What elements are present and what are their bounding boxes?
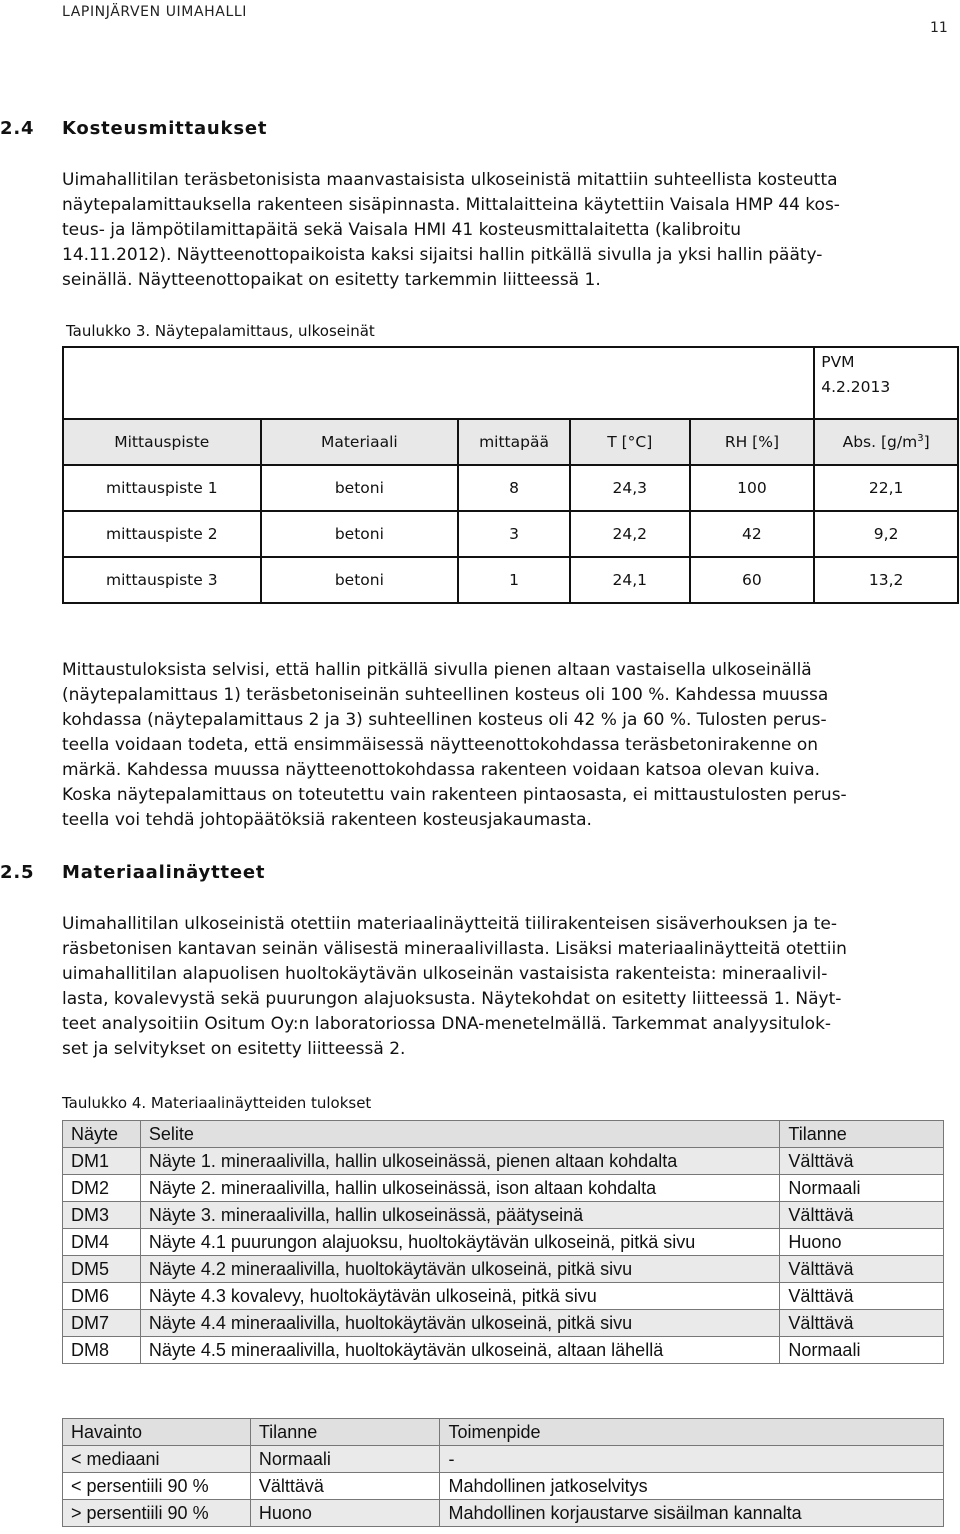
table-row (63, 1175, 944, 1202)
table-row (63, 347, 958, 419)
section-title: Materiaalinäytteet (62, 862, 266, 883)
table-cell: 13,2 (814, 557, 958, 603)
text-line: set ja selvitykset on esitetty liitteessä 2. (62, 1039, 406, 1059)
table-cell: Näyte 4.4 mineraalivilla, huoltokäytävän ulkoseinä, pitkä sivu (140, 1310, 780, 1337)
table-cell: Näyte 4.2 mineraalivilla, huoltokäytävän ulkoseinä, pitkä sivu (140, 1256, 780, 1283)
column-header: T [°C] (570, 419, 690, 465)
text-line: teus- ja lämpötilamittapäitä sekä Vaisala HMI 41 kosteusmittalaitetta (kalibroitu (62, 220, 742, 240)
table-cell: Välttävä (780, 1310, 944, 1337)
table-cell: betoni (261, 557, 459, 603)
table-row (63, 1256, 944, 1283)
table-row (63, 1446, 944, 1473)
table-cell: betoni (261, 465, 459, 511)
table-row (63, 1283, 944, 1310)
table-cell: 24,1 (570, 557, 690, 603)
table-cell: 3 (458, 511, 570, 557)
text-line: näytepalamittauksella rakenteen sisäpinnasta. Mittalaitteina käytettiin Vaisala HMP 44 kos- (62, 195, 840, 215)
table-cell: Välttävä (780, 1202, 944, 1229)
text-line: teella voidaan todeta, että ensimmäisessä näytteenottokohdassa teräsbetonirakenne on (62, 735, 819, 755)
table4-caption: Taulukko 4. Materiaalinäytteiden tulokset (62, 1094, 372, 1112)
table-cell: > persentiili 90 % (63, 1500, 251, 1527)
text-line: kohdassa (näytepalamittaus 2 ja 3) suhteellinen kosteus oli 42 % ja 60 %. Tulosten perus- (62, 710, 827, 730)
column-header: Selite (140, 1121, 780, 1148)
table-row (63, 1229, 944, 1256)
table-cell: DM2 (63, 1175, 141, 1202)
pvm-label: PVM (821, 353, 855, 371)
table-cell: DM1 (63, 1148, 141, 1175)
bracket: ] (923, 433, 930, 452)
table-row (63, 1473, 944, 1500)
table-cell: < mediaani (63, 1446, 251, 1473)
text-line: Uimahallitilan teräsbetonisista maanvastaisista ulkoseinistä mitattiin suhteellista kosteutta (62, 170, 838, 190)
table-cell: DM8 (63, 1337, 141, 1364)
table-row (63, 1310, 944, 1337)
table-cell: 60 (690, 557, 815, 603)
table-row (63, 465, 958, 511)
column-header: Havainto (63, 1419, 251, 1446)
paragraph-results (62, 658, 942, 833)
column-header: Materiaali (261, 419, 459, 465)
table-cell: Näyte 1. mineraalivilla, hallin ulkoseinässä, pienen altaan kohdalta (140, 1148, 780, 1175)
table-cell: 9,2 (814, 511, 958, 557)
table-legend (62, 1418, 944, 1527)
column-header: Näyte (63, 1121, 141, 1148)
text-line: Mittaustuloksista selvisi, että hallin pitkällä sivulla pienen altaan vastaisella ulkoseinällä (62, 660, 812, 680)
text-line: lasta, kovalevystä sekä puurungon alajuoksusta. Näytekohdat on esitetty liitteessä 1. Näyt- (62, 989, 842, 1009)
table-cell: mittauspiste 1 (63, 465, 261, 511)
column-header: Tilanne (780, 1121, 944, 1148)
text-line: teet analysoitiin Ositum Oy:n laboratoriossa DNA-menetelmällä. Tarkemmat analyysitulok- (62, 1014, 832, 1034)
page-number: 11 (930, 20, 948, 36)
page-header-title: LAPINJÄRVEN UIMAHALLI (62, 4, 247, 20)
text-line: 14.11.2012). Näytteenottopaikoista kaksi sijaitsi hallin pitkällä sivulla ja yksi hallin pääty- (62, 245, 823, 265)
text-line: Koska näytepalamittaus on toteutettu vain rakenteen pintaosasta, ei mittaustulosten perus- (62, 785, 847, 805)
table-cell: 8 (458, 465, 570, 511)
table-row (63, 1202, 944, 1229)
column-header (814, 419, 958, 465)
column-header: Toimenpide (440, 1419, 944, 1446)
table-cell: DM5 (63, 1256, 141, 1283)
table-cell: mittauspiste 3 (63, 557, 261, 603)
table-cell: Mahdollinen jatkoselvitys (440, 1473, 944, 1500)
table-material-sample-results (62, 1120, 944, 1364)
text-line: (näytepalamittaus 1) teräsbetoniseinän suhteellinen kosteus oli 100 %. Kahdessa muussa (62, 685, 829, 705)
table-header-row (63, 1419, 944, 1446)
column-header: RH [%] (690, 419, 815, 465)
table-cell: Huono (780, 1229, 944, 1256)
table-cell: Normaali (780, 1337, 944, 1364)
table-cell: Mahdollinen korjaustarve sisäilman kannalta (440, 1500, 944, 1527)
table-cell: Näyte 4.5 mineraalivilla, huoltokäytävän ulkoseinä, altaan lähellä (140, 1337, 780, 1364)
table-cell: Näyte 4.1 puurungon alajuoksu, huoltokäytävän ulkoseinä, pitkä sivu (140, 1229, 780, 1256)
table-cell-empty (63, 347, 814, 419)
table-cell: 22,1 (814, 465, 958, 511)
table-header-row (63, 1121, 944, 1148)
table-row (63, 511, 958, 557)
table-row (63, 1148, 944, 1175)
table-row (63, 557, 958, 603)
section-number: 2.4 (0, 118, 35, 139)
table-cell: Normaali (780, 1175, 944, 1202)
pvm-date: 4.2.2013 (821, 378, 891, 396)
table-row (63, 1337, 944, 1364)
table-cell: - (440, 1446, 944, 1473)
text-line: Uimahallitilan ulkoseinistä otettiin materiaalinäytteitä tiilirakenteisen sisäverhouksen ja te- (62, 914, 837, 934)
pvm-cell (814, 347, 958, 419)
table-cell: Välttävä (780, 1148, 944, 1175)
table-header-row (63, 419, 958, 465)
text-line: räsbetonisen kantavan seinän välisestä mineraalivillasta. Lisäksi materiaalinäytteitä otettiin (62, 939, 847, 959)
paragraph-moisture-intro (62, 168, 942, 293)
text-line: seinällä. Näytteenottopaikat on esitetty tarkemmin liitteessä 1. (62, 270, 601, 290)
paragraph-material-samples (62, 912, 942, 1062)
table-cell: < persentiili 90 % (63, 1473, 251, 1500)
table-cell: DM4 (63, 1229, 141, 1256)
table-cell: 24,2 (570, 511, 690, 557)
table-cell: 1 (458, 557, 570, 603)
section-title: Kosteusmittaukset (62, 118, 268, 139)
column-header: Mittauspiste (63, 419, 261, 465)
table-cell: Näyte 3. mineraalivilla, hallin ulkoseinässä, päätyseinä (140, 1202, 780, 1229)
superscript: 3 (917, 432, 924, 444)
table-cell: 42 (690, 511, 815, 557)
table-cell: Välttävä (250, 1473, 440, 1500)
section-number: 2.5 (0, 862, 35, 883)
table-moisture-measurements (62, 346, 959, 604)
column-header: Tilanne (250, 1419, 440, 1446)
table-cell: Välttävä (780, 1256, 944, 1283)
text-line: teella voi tehdä johtopäätöksiä rakenteen kosteusjakaumasta. (62, 810, 592, 830)
table3-caption: Taulukko 3. Näytepalamittaus, ulkoseinät (66, 322, 375, 340)
table-cell: DM6 (63, 1283, 141, 1310)
abs-label: Abs. [g/m (842, 433, 918, 452)
table-cell: Välttävä (780, 1283, 944, 1310)
table-cell: Huono (250, 1500, 440, 1527)
table-cell: Näyte 2. mineraalivilla, hallin ulkoseinässä, ison altaan kohdalta (140, 1175, 780, 1202)
table-cell: mittauspiste 2 (63, 511, 261, 557)
table-cell: Normaali (250, 1446, 440, 1473)
text-line: uimahallitilan alapuolisen huoltokäytävän ulkoseinän vastaisista rakenteista: mineraalivil- (62, 964, 828, 984)
column-header: mittapää (458, 419, 570, 465)
table-cell: 100 (690, 465, 815, 511)
table-cell: DM3 (63, 1202, 141, 1229)
table-cell: 24,3 (570, 465, 690, 511)
table-cell: Näyte 4.3 kovalevy, huoltokäytävän ulkoseinä, pitkä sivu (140, 1283, 780, 1310)
table-cell: betoni (261, 511, 459, 557)
table-cell: DM7 (63, 1310, 141, 1337)
table-row (63, 1500, 944, 1527)
text-line: märkä. Kahdessa muussa näytteenottokohdassa rakenteen voidaan katsoa olevan kuiva. (62, 760, 821, 780)
